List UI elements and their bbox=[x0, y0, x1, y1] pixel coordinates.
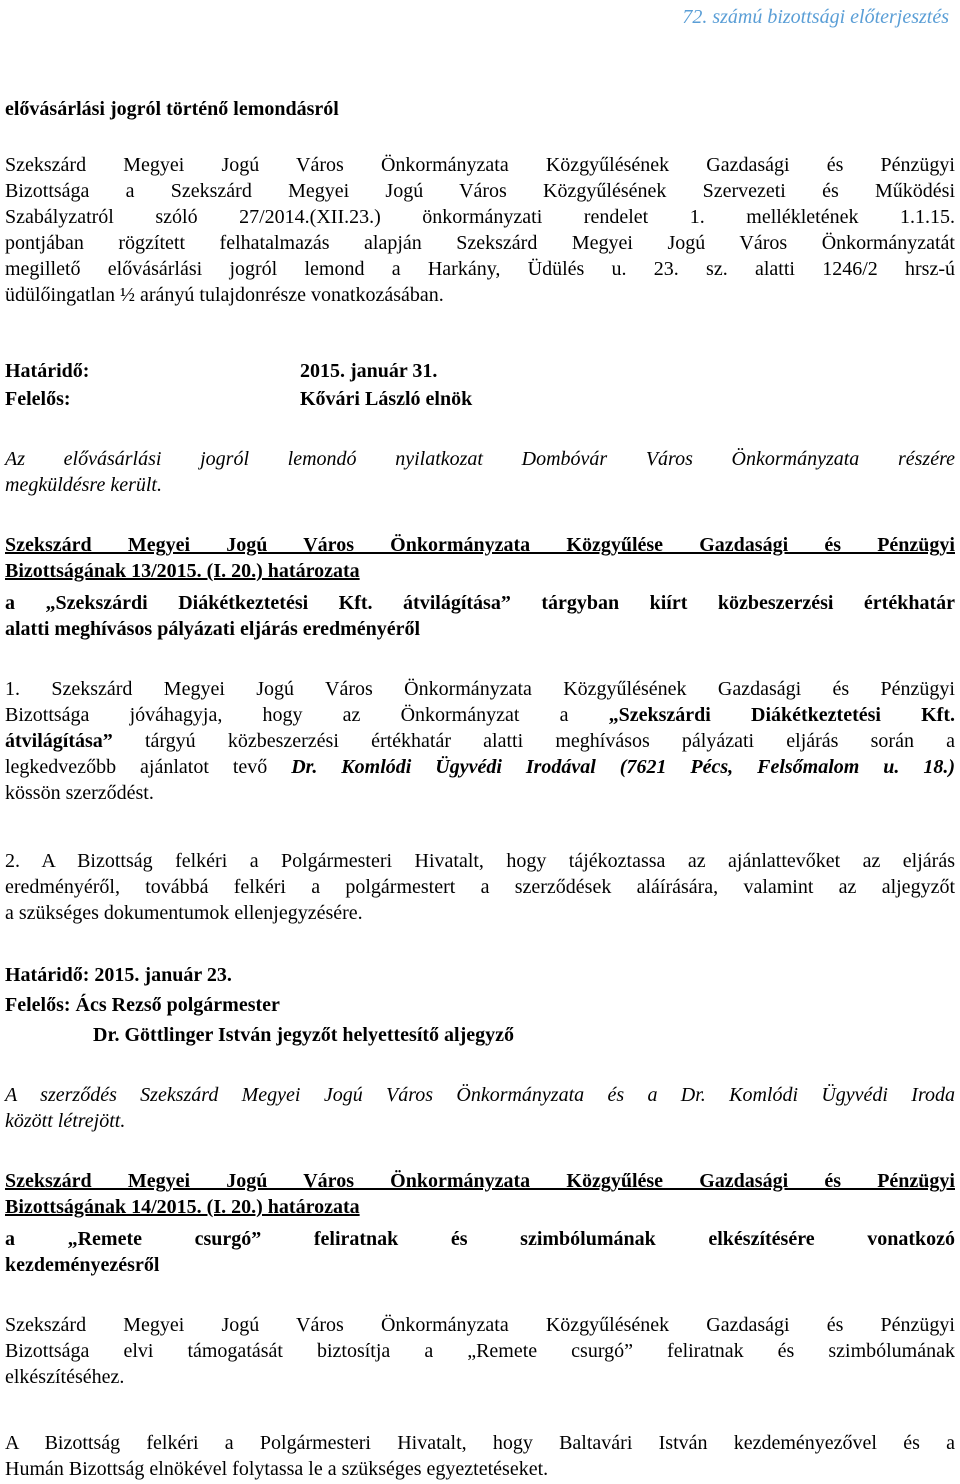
section3-heading bbox=[5, 1168, 955, 1220]
section2-heading-line: Bizottságának 13/2015. (I. 20.) határozata bbox=[5, 560, 360, 582]
section3-request-line: Humán Bizottság elnökével folytassa le a szükséges egyeztetéseket. bbox=[5, 1458, 549, 1480]
section1-body-line: megillető elővásárlási jogról lemond a Harkány, Üdülés u. 23. sz. alatti 1246/2 hrsz-ú bbox=[5, 258, 955, 280]
section3-body-line: Bizottsága elvi támogatását biztosítja a „Remete csurgó” feliratnak és szimbólumának bbox=[5, 1340, 955, 1362]
section1-note bbox=[5, 446, 955, 498]
section1-deadline bbox=[5, 358, 437, 384]
point1-line bbox=[5, 702, 955, 728]
point1-text: Bizottsága jóváhagyja, hogy az Önkormányzat a bbox=[5, 704, 609, 726]
section2-responsible1: Felelős: Ács Rezső polgármester bbox=[5, 994, 280, 1016]
point1-line: 1. Szekszárd Megyei Jogú Város Önkormányzata Közgyűlésének Gazdasági és Pénzügyi bbox=[5, 678, 955, 700]
section2-subject-line: alatti meghívásos pályázati eljárás eredményéről bbox=[5, 618, 421, 640]
section1-note-line: megküldésre került. bbox=[5, 474, 162, 496]
section2-subject-line: a „Szekszárdi Diákétkeztetési Kft. átvilágítása” tárgyban kiírt közbeszerzési értékhatár bbox=[5, 592, 955, 614]
section3-request-line: A Bizottság felkéri a Polgármesteri Hivatalt, hogy Baltavári István kezdeményezővel és a bbox=[5, 1432, 955, 1454]
point1-line bbox=[5, 728, 955, 754]
responsible-value: Kővári László elnök bbox=[300, 388, 473, 410]
section3-heading-line: Szekszárd Megyei Jogú Város Önkormányzata Közgyűlése Gazdasági és Pénzügyi bbox=[5, 1170, 955, 1192]
point2-line: a szükséges dokumentumok ellenjegyzésére. bbox=[5, 902, 363, 924]
section1-body-line: Szekszárd Megyei Jogú Város Önkormányzata Közgyűlésének Gazdasági és Pénzügyi bbox=[5, 154, 955, 176]
section3-heading-line: Bizottságának 14/2015. (I. 20.) határozata bbox=[5, 1196, 360, 1218]
responsible-label: Felelős: bbox=[5, 388, 71, 410]
section2-deadline: Határidő: 2015. január 23. bbox=[5, 964, 232, 986]
section2-note-line: között létrejött. bbox=[5, 1110, 126, 1132]
section1-body-line: üdülőingatlan ½ arányú tulajdonrésze vonatkozásában. bbox=[5, 284, 444, 306]
point1-text: legkedvezőbb ajánlatot tevő bbox=[5, 756, 292, 778]
section1-responsible bbox=[5, 386, 472, 412]
point1-line: kössön szerződést. bbox=[5, 782, 154, 804]
section2-note bbox=[5, 1082, 955, 1134]
section3-request bbox=[5, 1430, 955, 1482]
header-reference: 72. számú bizottsági előterjesztés bbox=[682, 6, 949, 28]
point2-line: 2. A Bizottság felkéri a Polgármesteri Hivatalt, hogy tájékoztassa az ajánlattevőket az eljárás bbox=[5, 850, 955, 872]
section3-subject-line: kezdeményezésről bbox=[5, 1254, 160, 1276]
section2-heading-line: Szekszárd Megyei Jogú Város Önkormányzata Közgyűlése Gazdasági és Pénzügyi bbox=[5, 534, 955, 556]
section2-responsible2: Dr. Göttlinger István jegyzőt helyettesítő aljegyző bbox=[93, 1024, 515, 1046]
section3-subject bbox=[5, 1226, 955, 1278]
point2-line: eredményéről, továbbá felkéri a polgármestert a szerződések aláírására, valamint az aljegyzőt bbox=[5, 876, 955, 898]
section1-body bbox=[5, 152, 955, 308]
section1-title: elővásárlási jogról történő lemondásról bbox=[5, 98, 339, 120]
section3-body-line: elkészítéséhez. bbox=[5, 1366, 125, 1388]
deadline-label: Határidő: bbox=[5, 360, 90, 382]
point1-line bbox=[5, 754, 955, 780]
section2-point2 bbox=[5, 848, 955, 926]
company-name: „Szekszárdi Diákétkeztetési Kft. bbox=[608, 704, 955, 726]
winner-name: Dr. Komlódi Ügyvédi Irodával (7621 Pécs, Felsőmalom u. 18.) bbox=[291, 756, 956, 778]
point1-text: tárgyú közbeszerzési értékhatár alatti meghívásos pályázati eljárás során a bbox=[112, 730, 955, 752]
section2-subject bbox=[5, 590, 955, 642]
section3-body-line: Szekszárd Megyei Jogú Város Önkormányzata Közgyűlésének Gazdasági és Pénzügyi bbox=[5, 1314, 955, 1336]
section3-subject-line: a „Remete csurgó” feliratnak és szimbólumának elkészítésére vonatkozó bbox=[5, 1228, 955, 1250]
section2-point1 bbox=[5, 676, 955, 806]
company-name-cont: átvilágítása” bbox=[5, 730, 113, 752]
section2-note-line: A szerződés Szekszárd Megyei Jogú Város Önkormányzata és a Dr. Komlódi Ügyvédi Iroda bbox=[5, 1084, 955, 1106]
section2-heading bbox=[5, 532, 955, 584]
section1-body-line: Szabályzatról szóló 27/2014.(XII.23.) önkormányzati rendelet 1. mellékletének 1.1.15. bbox=[5, 206, 955, 228]
section1-body-line: pontjában rögzített felhatalmazás alapján Szekszárd Megyei Jogú Város Önkormányzatát bbox=[5, 232, 955, 254]
section3-body bbox=[5, 1312, 955, 1390]
section1-note-line: Az elővásárlási jogról lemondó nyilatkozat Dombóvár Város Önkormányzata részére bbox=[5, 448, 955, 470]
deadline-value: 2015. január 31. bbox=[300, 360, 438, 382]
section1-body-line: Bizottsága a Szekszárd Megyei Jogú Város Közgyűlésének Szervezeti és Működési bbox=[5, 180, 955, 202]
